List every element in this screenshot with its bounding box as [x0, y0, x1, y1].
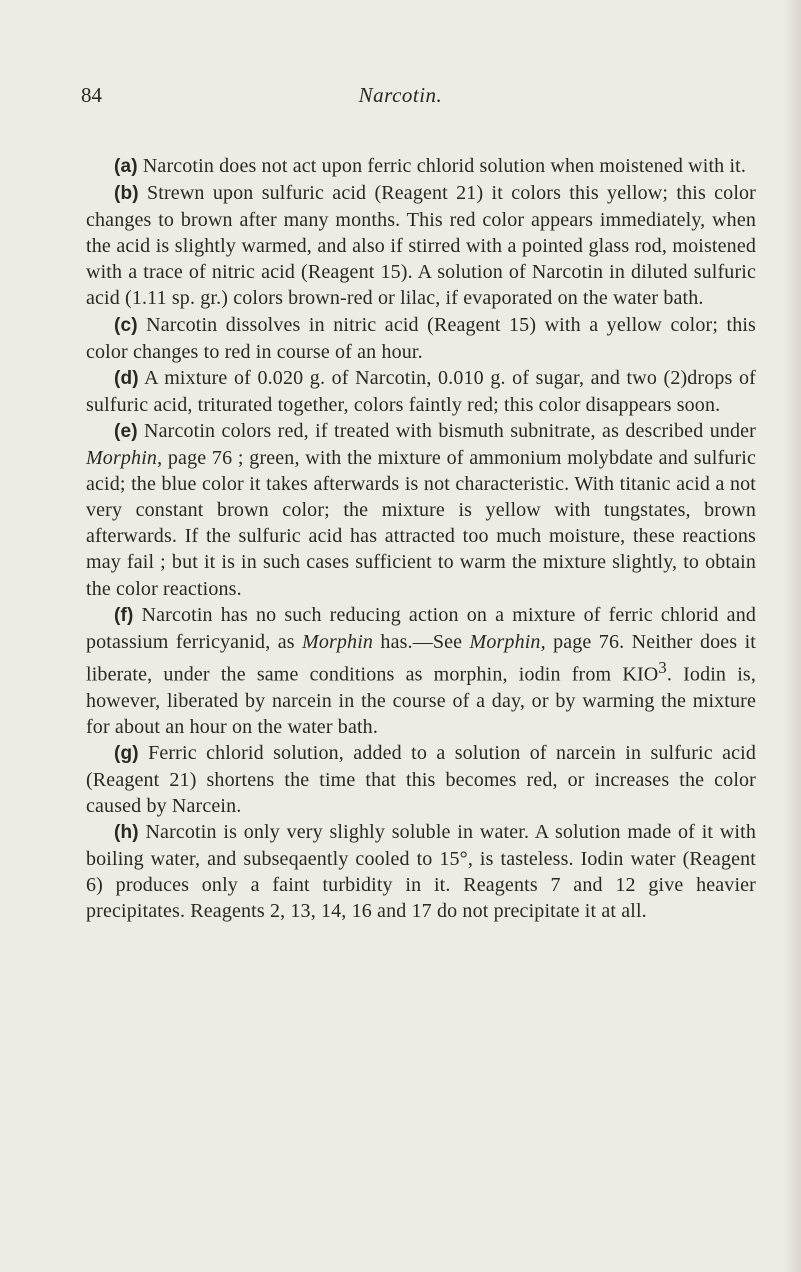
paragraph-text: Strewn upon sulfuric acid (Reagent 21) it colors this yellow; this color changes to brown after many months. This red color appears immediately, when the acid is slightly warmed, and also if stirred with a pointed glass rod, moistened with a trace of nitric acid (Reagent 15). A solution of Narcotin in diluted sulfuric acid (1.11 sp. gr.) colors brown-red or lilac, if evaporated on the water bath.: [86, 182, 756, 310]
paragraph-b: [86, 180, 756, 311]
paragraph-a: [86, 153, 756, 180]
paragraph-text: has.—See: [373, 630, 470, 653]
body-text: [86, 153, 756, 924]
paragraph-d: [86, 365, 756, 418]
paragraph-f: [86, 602, 756, 740]
paragraph-label: (b): [114, 183, 139, 205]
paragraph-text: Narcotin colors red, if treated with bismuth subnitrate, as described under: [137, 419, 756, 442]
paragraph-label: (f): [114, 604, 134, 626]
paragraph-c: [86, 312, 756, 365]
paragraph-text: Narcotin is only very slighly soluble in water. A solution made of it with boiling water, and subseqaently cooled to 15°, is tasteless. Iodin water (Reagent 6) produces only a faint turbidity in it. Reagents 7 and 12 give heavier precipitates. Reagents 2, 13, 14, 16 and 17 do not precipitate it at all.: [86, 821, 756, 923]
paragraph-text: Ferric chlorid solution, added to a solution of narcein in sulfuric acid (Reagent 21) shortens the time that this becomes red, or increases the color caused by Narcein.: [86, 741, 756, 817]
paragraph-label: (d): [114, 367, 139, 389]
paragraph-h: [86, 819, 756, 924]
paragraph-text: A mixture of 0.020 g. of Narcotin, 0.010 g. of sugar, and two (2)drops of sulfuric acid, triturated together, colors faintly red; this color disappears soon.: [86, 366, 756, 416]
italic-term: Morphin: [302, 630, 374, 653]
paragraph-g: [86, 740, 756, 819]
page-edge-shadow: [783, 0, 801, 1272]
paragraph-text: Narcotin does not act upon ferric chlorid solution when moistened with it.: [137, 155, 747, 177]
paragraph-e: [86, 418, 756, 602]
paragraph-text: . Iodin is, however, liberated by narcein in the course of a day, or by warming the mixture for about an hour on the water bath.: [86, 663, 756, 738]
paragraph-text: Narcotin has no such reducing action on a mixture of ferric chlorid and potassium ferricyanid, as: [86, 603, 756, 653]
paragraph-label: (a): [114, 156, 138, 177]
superscript: 3: [658, 657, 667, 677]
paragraph-text: Narcotin dissolves in nitric acid (Reagent 15) with a yellow color; this color changes to red in course of an hour.: [86, 313, 756, 363]
italic-term: Morphin: [86, 447, 158, 470]
paragraph-label: (e): [114, 420, 138, 442]
page-number: 84: [81, 83, 102, 107]
running-title: Narcotin.: [358, 83, 443, 107]
italic-term: Morphin,: [469, 630, 546, 653]
paragraph-label: (h): [114, 822, 139, 843]
paragraph-text: page 76. Neither does it liberate, under the same conditions as morphin, iodin from KIO: [86, 630, 756, 686]
paragraph-text: , page 76 ; green, with the mixture of ammonium molybdate and sulfuric acid; the blue color it takes afterwards is not characteristic. With titanic acid a not very constant brown color; the mixture is yellow with tungstates, brown afterwards. If the sulfuric acid has attracted too much moisture, these reactions may fail ; but it is in such cases sufficient to warm the mixture slightly, to obtain the color reactions.: [86, 447, 756, 600]
paragraph-label: (c): [114, 314, 138, 336]
paragraph-label: (g): [114, 742, 139, 764]
